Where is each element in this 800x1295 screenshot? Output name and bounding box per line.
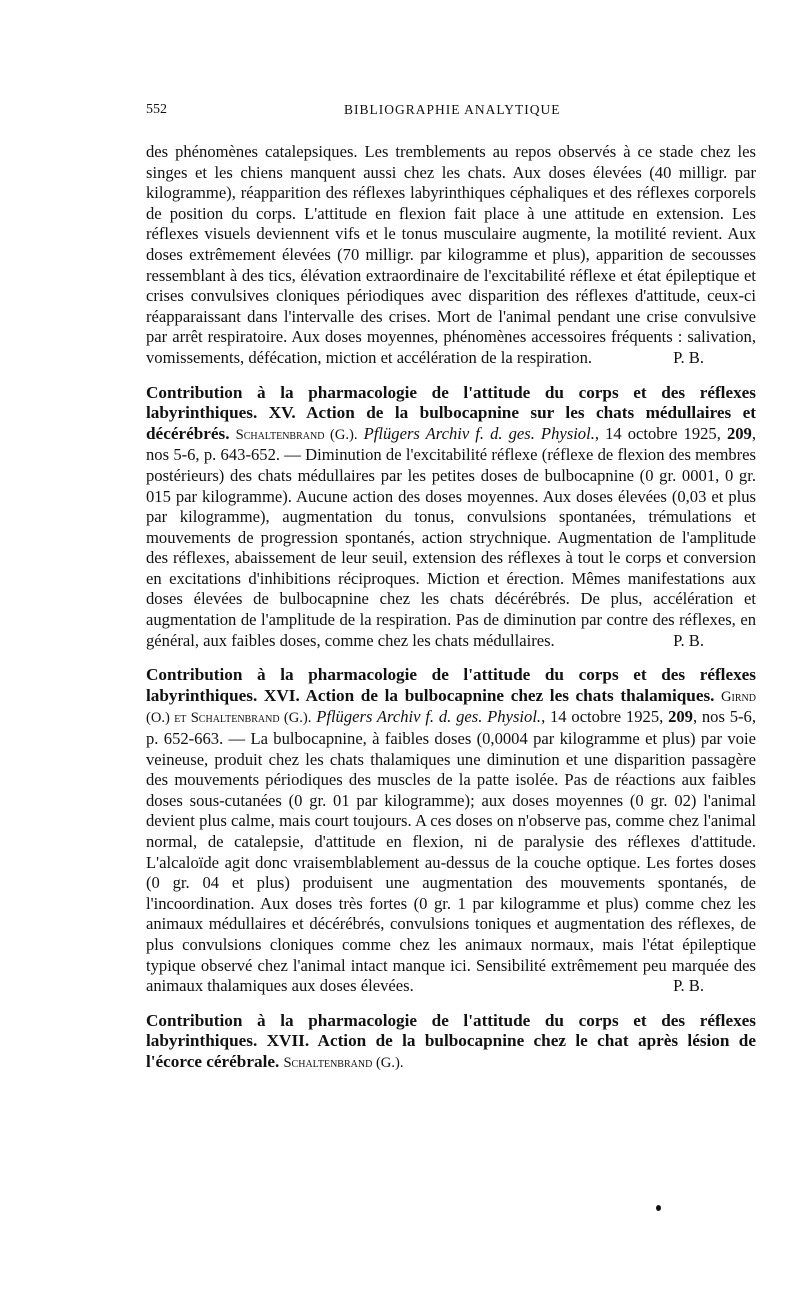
entry-pages: , nos 5-6, p. 652-663. — xyxy=(146,707,756,749)
entry-title: Contribution à la pharmacologie de l'attitude du corps et des réflexes labyrinthiques. XVI. Action de la bulbocapnine chez les chats thalamiques. xyxy=(146,665,756,705)
entry-journal: Pflügers Archiv f. d. ges. Physiol. xyxy=(316,707,542,727)
bibliography-entry-16 xyxy=(146,665,756,997)
running-head xyxy=(146,100,756,122)
bibliography-entry-17 xyxy=(146,1011,756,1074)
signature: P. B. xyxy=(673,976,704,996)
entry-date: , 14 octobre 1925, xyxy=(541,707,669,727)
entry-author: Schaltenbrand (G.). xyxy=(235,426,358,443)
page xyxy=(146,100,756,1088)
intro-paragraph xyxy=(146,142,756,369)
entry-date: , 14 octobre 1925, xyxy=(594,423,727,443)
entry-author: Schaltenbrand (G.). xyxy=(283,1054,404,1071)
signature: P. B. xyxy=(673,630,704,650)
ink-dot xyxy=(656,1205,661,1211)
entry-volume: 209 xyxy=(668,707,693,727)
entry-body: La bulbocapnine, à faibles doses (0,0004 par kilogramme et plus) par voie veineuse, produit chez les chats thalamiques une diminution et une disparition passagère des mouvements périodiques des muscles de la patte isolée. Pas de réactions aux faibles doses sous-cutanées (0 gr. 01 par kilogramme); aux doses moyennes (0 gr. 02) l'animal devient plus calme, mais court toujours. A ces doses on n'observe pas, comme chez l'animal normal, de catalepsie, d'attitude en flexion, ni de paralysie des réflexes d'attitude. L'alcaloïde agit donc vraisemblablement au-dessus de la couche optique. Les fortes doses (0 gr. 04 et plus) produisent une augmentation des mouvements spontanés, de l'incoordination. Aux doses très fortes (0 gr. 1 par kilogramme et plus) comme chez les animaux médullaires et décérébrés, convulsions toniques et augmentation des réflexes, de plus convulsions cloniques comme chez les animaux normaux, mais l'état épileptique typique observé chez l'animal intact manque ici. Sensibilité extrêmement peu marquée des animaux thalamiques aux doses élevées. xyxy=(146,729,756,996)
entry-author: Girnd (O.) et Schaltenbrand (G.). xyxy=(146,688,756,727)
entry-volume: 209 xyxy=(726,423,752,443)
running-title: BIBLIOGRAPHIE ANALYTIQUE xyxy=(344,102,561,117)
signature: P. B. xyxy=(673,347,704,367)
paragraph-text: des phénomènes catalepsiques. Les tremblements au repos observés à ce stade chez les singes et les chiens manquent aussi chez les chats. Aux doses élevées (40 milligr. par kilogramme), réapparition des réflexes labyrinthiques céphaliques et des réflexes corporels de position du corps. L'attitude en flexion fait place à une attitude en extension. Les réflexes visuels deviennent vifs et le tonus musculaire augmente, la motilité revient. Aux doses extrêmement élevées (70 milligr. par kilogramme et plus), apparition de secousses ressemblant à des tics, élévation extraordinaire de l'excitabilité réflexe et état épileptique et crises convulsives cloniques périodiques avec disparition des réflexes d'attitude, ceux-ci réapparaissant dans l'intervalle des crises. Mort de l'animal pendant une crise convulsive par arrêt respiratoire. Aux doses moyennes, phénomènes accessoires fréquents : salivation, vomissements, défécation, miction et accélération de la respiration. xyxy=(146,142,756,367)
entry-title: Contribution à la pharmacologie de l'attitude du corps et des réflexes labyrinthiques. XV. Action de la bulbocapnine sur les chats médullaires et décérébrés. xyxy=(146,382,756,443)
bibliography-entry-15 xyxy=(146,383,756,652)
entry-pages: , nos 5-6, p. 643-652. — xyxy=(146,423,756,465)
entry-body: Diminution de l'excitabilité réflexe (réflexe de flexion des membres postérieurs) des chats médullaires par les petites doses de bulbocapnine (0 gr. 0001, 0 gr. 015 par kilogramme). Aucune action des doses moyennes. Aux doses élevées (0,03 et plus par kilogramme), augmentation du tonus, convulsions spontanées, trémulations et mouvements de progression spontanés, action strychnique. Augmentation de l'amplitude des réflexes, abaissement de leur seuil, extension des réflexes à tout le corps et conversion en excitations d'inhibitions réciproques. Miction et érection. Mêmes manifestations aux doses élevées de bulbocapnine chez les chats décérébrés. De plus, accélération et augmentation de l'amplitude de la respiration. Pas de diminution par contre des réflexes, en général, aux faibles doses, comme chez les chats médullaires. xyxy=(146,445,756,650)
entry-journal: Pflügers Archiv f. d. ges. Physiol. xyxy=(363,423,595,443)
page-number: 552 xyxy=(146,102,167,117)
entry-title: Contribution à la pharmacologie de l'attitude du corps et des réflexes labyrinthiques. XVII. Action de la bulbocapnine chez le chat après lésion de l'écorce cérébrale. xyxy=(146,1010,756,1071)
